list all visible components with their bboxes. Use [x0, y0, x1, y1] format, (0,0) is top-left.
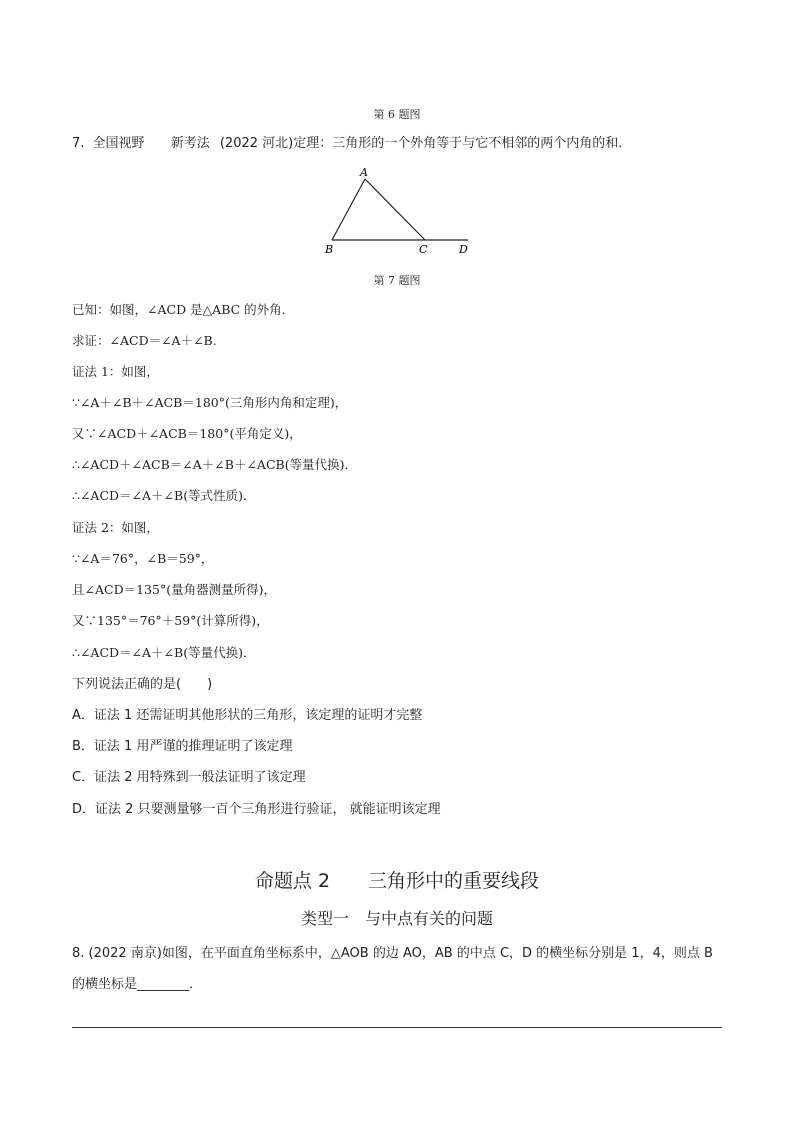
- proof1-line1: ∵∠A＋∠B＋∠ACB＝180°(三角形内角和定理)，: [72, 395, 348, 410]
- option-c[interactable]: C．证法 2 用特殊到一般法证明了该定理: [72, 770, 306, 785]
- label-b: B: [325, 243, 334, 256]
- prove-line: 求证：∠ACD＝∠A＋∠B.: [72, 333, 217, 348]
- proof2-line4: ∴∠ACD＝∠A＋∠B(等量代换)．: [72, 645, 256, 660]
- label-a: A: [360, 166, 368, 179]
- section-title: 命题点 2 三角形中的重要线段: [254, 870, 540, 892]
- side-ac: [365, 179, 425, 240]
- q7-statement: (2022 河北)定理：三角形的一个外角等于与它不相邻的两个内角的和．: [219, 136, 632, 151]
- q7-tag-national: 全国视野: [92, 136, 145, 151]
- option-b[interactable]: B．证法 1 用严谨的推理证明了该定理: [72, 739, 293, 754]
- proof1-line2: 又∵∠ACD＋∠ACB＝180°(平角定义)，: [72, 426, 302, 441]
- section-subtitle: 类型一 与中点有关的问题: [300, 909, 493, 928]
- fig6-caption: 第 6 题图: [373, 108, 421, 121]
- proof2-line2: 且∠ACD＝135°(量角器测量所得)，: [72, 582, 276, 597]
- q7-question: 下列说法正确的是( ): [72, 677, 213, 692]
- proof1-line4: ∴∠ACD＝∠A＋∠B(等式性质)．: [72, 488, 256, 503]
- proof2-line1: ∵∠A＝76°，∠B＝59°，: [72, 551, 214, 566]
- triangle-figure: [318, 164, 478, 256]
- given-line: 已知：如图，∠ACD 是△ABC 的外角．: [72, 302, 295, 317]
- proof1-title: 证法 1：如图，: [72, 364, 159, 379]
- label-d: D: [459, 243, 468, 256]
- q7-number: 7.: [72, 136, 85, 151]
- proof2-line3: 又∵135°＝76°＋59°(计算所得)，: [72, 613, 269, 628]
- fig7-caption: 第 7 题图: [373, 274, 421, 287]
- footer-rule: [72, 1027, 722, 1028]
- label-c: C: [419, 243, 428, 256]
- side-ab: [332, 179, 365, 240]
- q7-tag-new-method: 新考法: [170, 136, 210, 151]
- option-d[interactable]: D．证法 2 只要测量够一百个三角形进行验证， 就能证明该定理: [72, 802, 441, 817]
- q8-line2: 的横坐标是________．: [72, 977, 203, 992]
- proof2-title: 证法 2：如图，: [72, 520, 159, 535]
- q8-line1: 8. (2022 南京)如图，在平面直角坐标系中，△AOB 的边 AO，AB 的中点 C，D 的横坐标分别是 1，4，则点 B: [72, 946, 713, 961]
- proof1-line3: ∴∠ACD＋∠ACB＝∠A＋∠B＋∠ACB(等量代换)．: [72, 457, 357, 472]
- option-a[interactable]: A．证法 1 还需证明其他形状的三角形，该定理的证明才完整: [72, 708, 423, 723]
- q7-header: [72, 136, 631, 152]
